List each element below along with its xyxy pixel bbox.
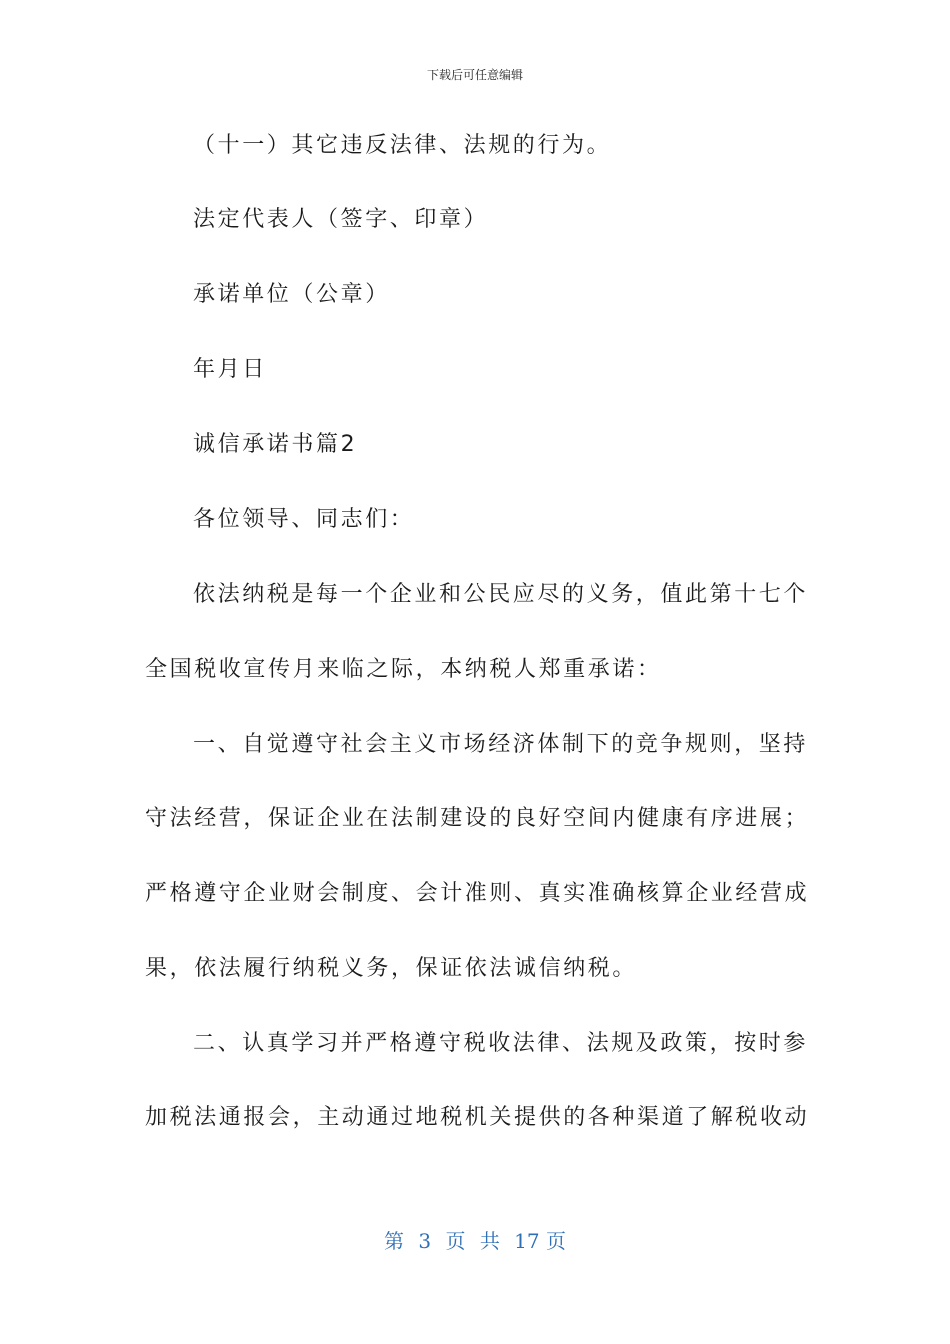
paragraph-line: （十一）其它违反法律、法规的行为。	[193, 133, 612, 158]
paragraph-line: 严格遵守企业财会制度、会计准则、真实准确核算企业经营成	[145, 881, 810, 906]
paragraph-line: 一、自觉遵守社会主义市场经济体制下的竞争规则，坚持	[193, 732, 809, 757]
paragraph-line: 二、认真学习并严格遵守税收法律、法规及政策，按时参	[193, 1031, 809, 1056]
footer-label-ye: 页	[445, 1229, 466, 1253]
paragraph-line: 年月日	[193, 357, 267, 382]
paragraph-line: 承诺单位（公章）	[193, 282, 390, 307]
page-current: 3	[418, 1229, 432, 1253]
footer-label-gong: 共	[479, 1229, 500, 1253]
paragraph-line: 加税法通报会，主动通过地税机关提供的各种渠道了解税收动	[145, 1105, 810, 1130]
salutation: 各位领导、同志们：	[193, 507, 415, 532]
page-footer	[0, 1225, 950, 1254]
paragraph-line: 守法经营，保证企业在法制建设的良好空间内健康有序进展；	[145, 806, 810, 831]
footer-label-ye2: 页	[545, 1229, 566, 1253]
header-note: 下载后可任意编辑	[426, 68, 523, 82]
page-total: 17	[514, 1229, 540, 1253]
paragraph-line: 依法纳税是每一个企业和公民应尽的义务，值此第十七个	[193, 582, 809, 607]
section-title: 诚信承诺书篇2	[193, 432, 358, 457]
paragraph-line: 果，依法履行纳税义务，保证依法诚信纳税。	[145, 956, 638, 981]
paragraph-line: 法定代表人（签字、印章）	[193, 207, 489, 232]
footer-label-di: 第	[384, 1229, 404, 1253]
paragraph-line: 全国税收宣传月来临之际，本纳税人郑重承诺：	[145, 657, 662, 682]
